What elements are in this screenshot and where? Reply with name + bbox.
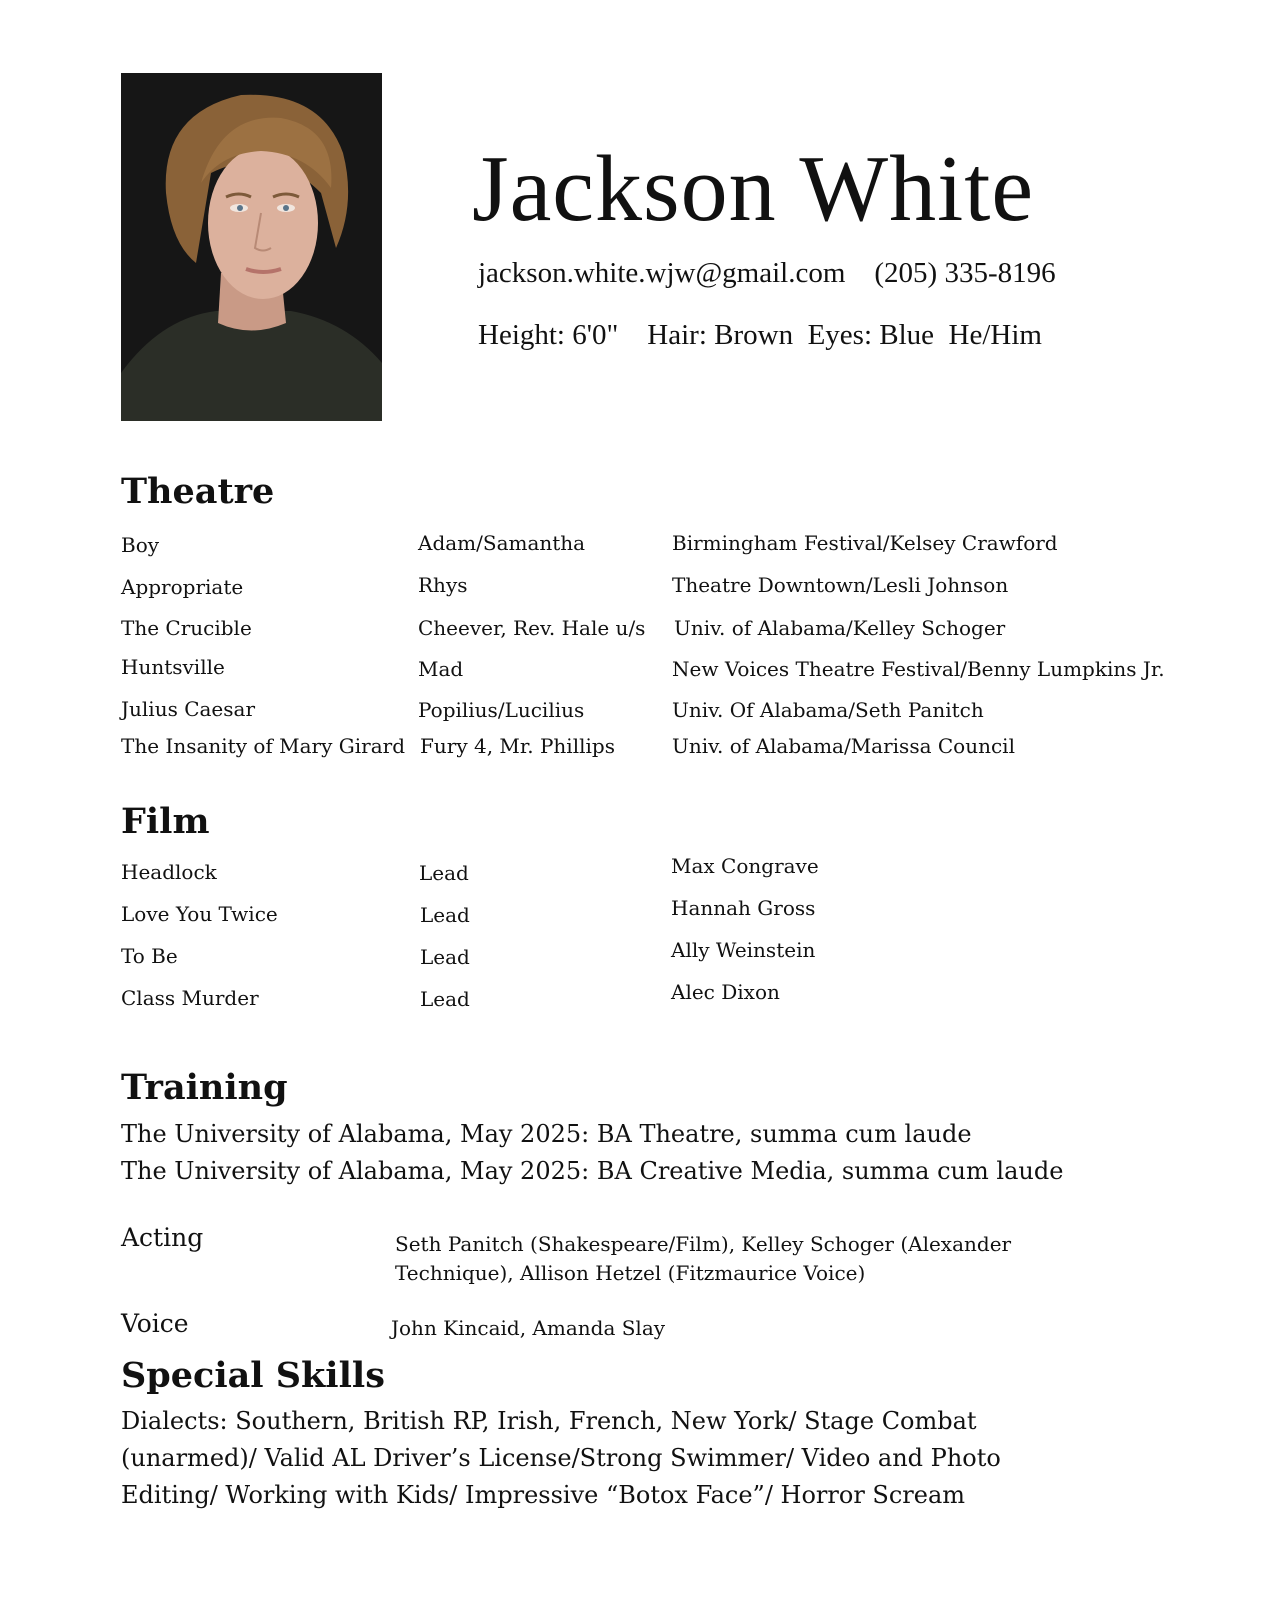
film-title: Headlock (121, 860, 217, 884)
special-skills-line: (unarmed)/ Valid AL Driver’s License/Strong Swimmer/ Video and Photo (121, 1444, 1001, 1472)
special-skills-line: Editing/ Working with Kids/ Impressive “Botox Face”/ Horror Scream (121, 1481, 966, 1509)
theatre-role: Adam/Samantha (418, 531, 586, 555)
physical-stats: Height: 6'0" Hair: Brown Eyes: Blue He/Him (478, 319, 1042, 351)
theatre-show: The Insanity of Mary Girard (121, 734, 405, 758)
film-title: Class Murder (121, 986, 259, 1010)
film-director: Alec Dixon (671, 980, 780, 1004)
theatre-show: Julius Caesar (121, 697, 256, 721)
theatre-role: Mad (418, 657, 464, 681)
film-title: Love You Twice (121, 902, 278, 926)
training-voice-label: Voice (121, 1309, 189, 1338)
theatre-show: Boy (121, 533, 160, 557)
training-voice-text: John Kincaid, Amanda Slay (391, 1316, 666, 1340)
theatre-show: Huntsville (121, 655, 225, 679)
film-role: Lead (420, 903, 470, 927)
film-role: Lead (420, 945, 470, 969)
theatre-role: Rhys (418, 573, 468, 597)
film-director: Max Congrave (671, 854, 819, 878)
section-title-training: Training (121, 1067, 288, 1108)
contact-info: jackson.white.wjw@gmail.com (205) 335-8196 (478, 257, 1056, 289)
headshot-photo (121, 73, 382, 421)
theatre-show: Appropriate (121, 575, 244, 599)
theatre-role: Popilius/Lucilius (418, 698, 585, 722)
training-degree: The University of Alabama, May 2025: BA Creative Media, summa cum laude (121, 1157, 1064, 1185)
section-title-special-skills: Special Skills (121, 1355, 385, 1396)
theatre-role: Fury 4, Mr. Phillips (420, 734, 615, 758)
theatre-role: Cheever, Rev. Hale u/s (418, 616, 646, 640)
theatre-venue: Univ. of Alabama/Kelley Schoger (674, 616, 1006, 640)
training-acting-line: Seth Panitch (Shakespeare/Film), Kelley Schoger (Alexander (395, 1232, 1012, 1256)
training-acting-line: Technique), Allison Hetzel (Fitzmaurice Voice) (395, 1261, 866, 1285)
theatre-venue: Univ. of Alabama/Marissa Council (672, 734, 1015, 758)
training-degree: The University of Alabama, May 2025: BA Theatre, summa cum laude (121, 1120, 972, 1148)
special-skills-line: Dialects: Southern, British RP, Irish, French, New York/ Stage Combat (121, 1407, 977, 1435)
film-director: Hannah Gross (671, 896, 816, 920)
film-role: Lead (419, 861, 469, 885)
section-title-theatre: Theatre (121, 471, 275, 512)
headshot-illustration (121, 73, 382, 421)
section-title-film: Film (121, 801, 210, 842)
theatre-venue: Birmingham Festival/Kelsey Crawford (672, 531, 1058, 555)
film-role: Lead (420, 987, 470, 1011)
training-acting-label: Acting (121, 1223, 204, 1252)
film-title: To Be (121, 944, 178, 968)
theatre-venue: Theatre Downtown/Lesli Johnson (672, 573, 1009, 597)
theatre-venue: Univ. Of Alabama/Seth Panitch (672, 698, 984, 722)
training-acting-text (395, 1230, 1011, 1288)
theatre-show: The Crucible (121, 616, 252, 640)
film-director: Ally Weinstein (671, 938, 816, 962)
applicant-name: Jackson White (472, 137, 1035, 241)
theatre-venue: New Voices Theatre Festival/Benny Lumpkins Jr. (672, 657, 1165, 681)
